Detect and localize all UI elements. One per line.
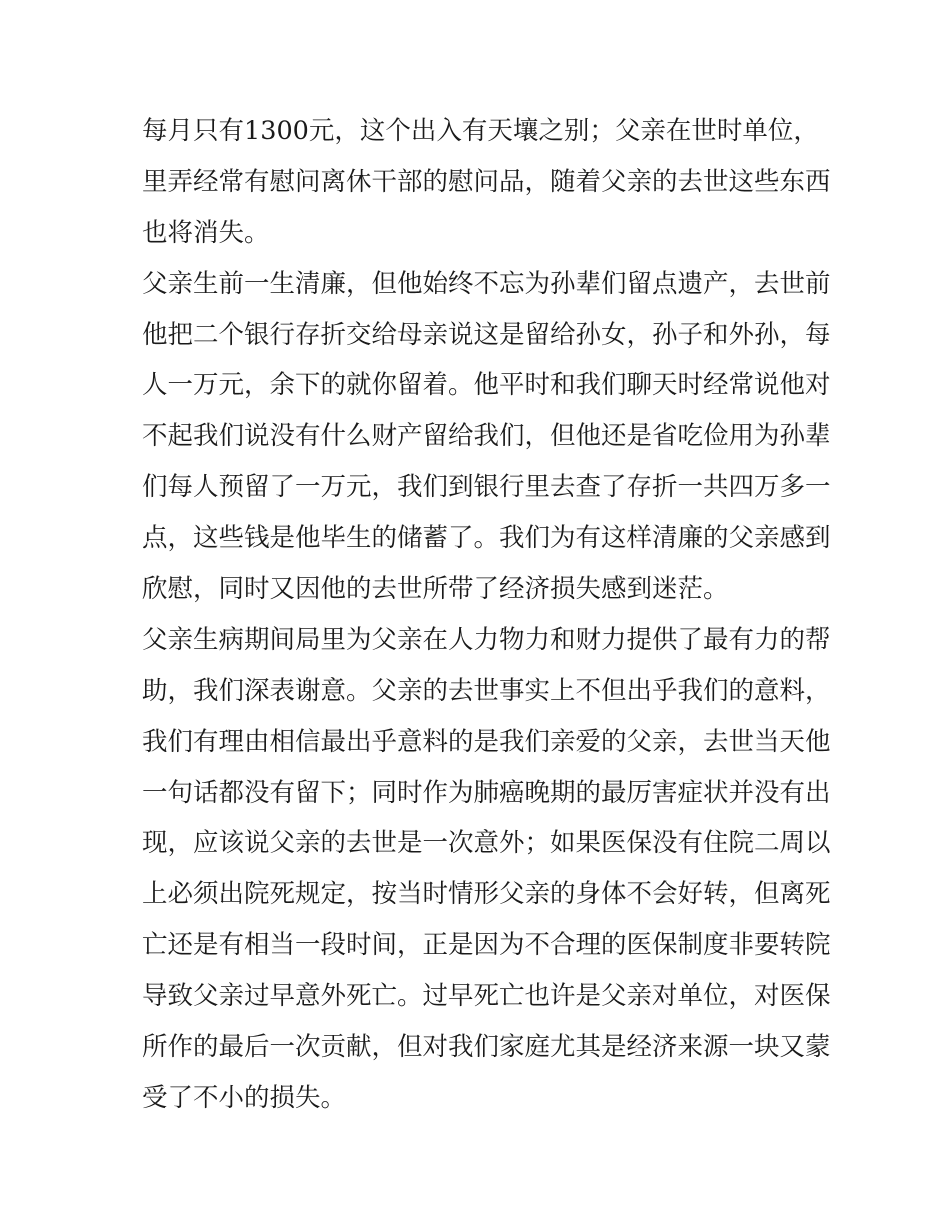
text-line: 每月只有1300元，这个出入有天壤之别；父亲在世时单位， <box>142 116 819 146</box>
text-line: 也将消失。 <box>142 217 270 248</box>
text-line: 点，这些钱是他毕生的储蓄了。我们为有这样清廉的父亲感到 <box>142 523 831 554</box>
body-text <box>142 106 831 1124</box>
text-line: 所作的最后一次贡献，但对我们家庭尤其是经济来源一块又蒙 <box>142 1032 831 1063</box>
text-line: 们每人预留了一万元，我们到银行里去查了存折一共四万多一 <box>142 472 831 503</box>
text-line: 助，我们深表谢意。父亲的去世事实上不但出乎我们的意料， <box>142 675 831 706</box>
text-line: 父亲生病期间局里为父亲在人力物力和财力提供了最有力的帮 <box>142 624 831 655</box>
text-line: 上必须出院死规定，按当时情形父亲的身体不会好转，但离死 <box>142 879 831 910</box>
text-line: 人一万元，余下的就你留着。他平时和我们聊天时经常说他对 <box>142 370 831 401</box>
text-line: 他把二个银行存折交给母亲说这是留给孙女，孙子和外孙，每 <box>142 319 831 350</box>
text-line: 里弄经常有慰问离休干部的慰问品，随着父亲的去世这些东西 <box>142 166 831 197</box>
text-line: 现，应该说父亲的去世是一次意外；如果医保没有住院二周以 <box>142 828 831 859</box>
text-line: 欣慰，同时又因他的去世所带了经济损失感到迷茫。 <box>142 574 729 605</box>
text-line: 一句话都没有留下；同时作为肺癌晚期的最厉害症状并没有出 <box>142 777 831 808</box>
text-line: 我们有理由相信最出乎意料的是我们亲爱的父亲，去世当天他 <box>142 726 831 757</box>
text-line: 不起我们说没有什么财产留给我们，但他还是省吃俭用为孙辈 <box>142 421 831 452</box>
text-line: 受了不小的损失。 <box>142 1082 347 1113</box>
text-line: 亡还是有相当一段时间，正是因为不合理的医保制度非要转院 <box>142 930 831 961</box>
text-line: 父亲生前一生清廉，但他始终不忘为孙辈们留点遗产，去世前 <box>142 268 831 299</box>
text-line: 导致父亲过早意外死亡。过早死亡也许是父亲对单位，对医保 <box>142 981 831 1012</box>
